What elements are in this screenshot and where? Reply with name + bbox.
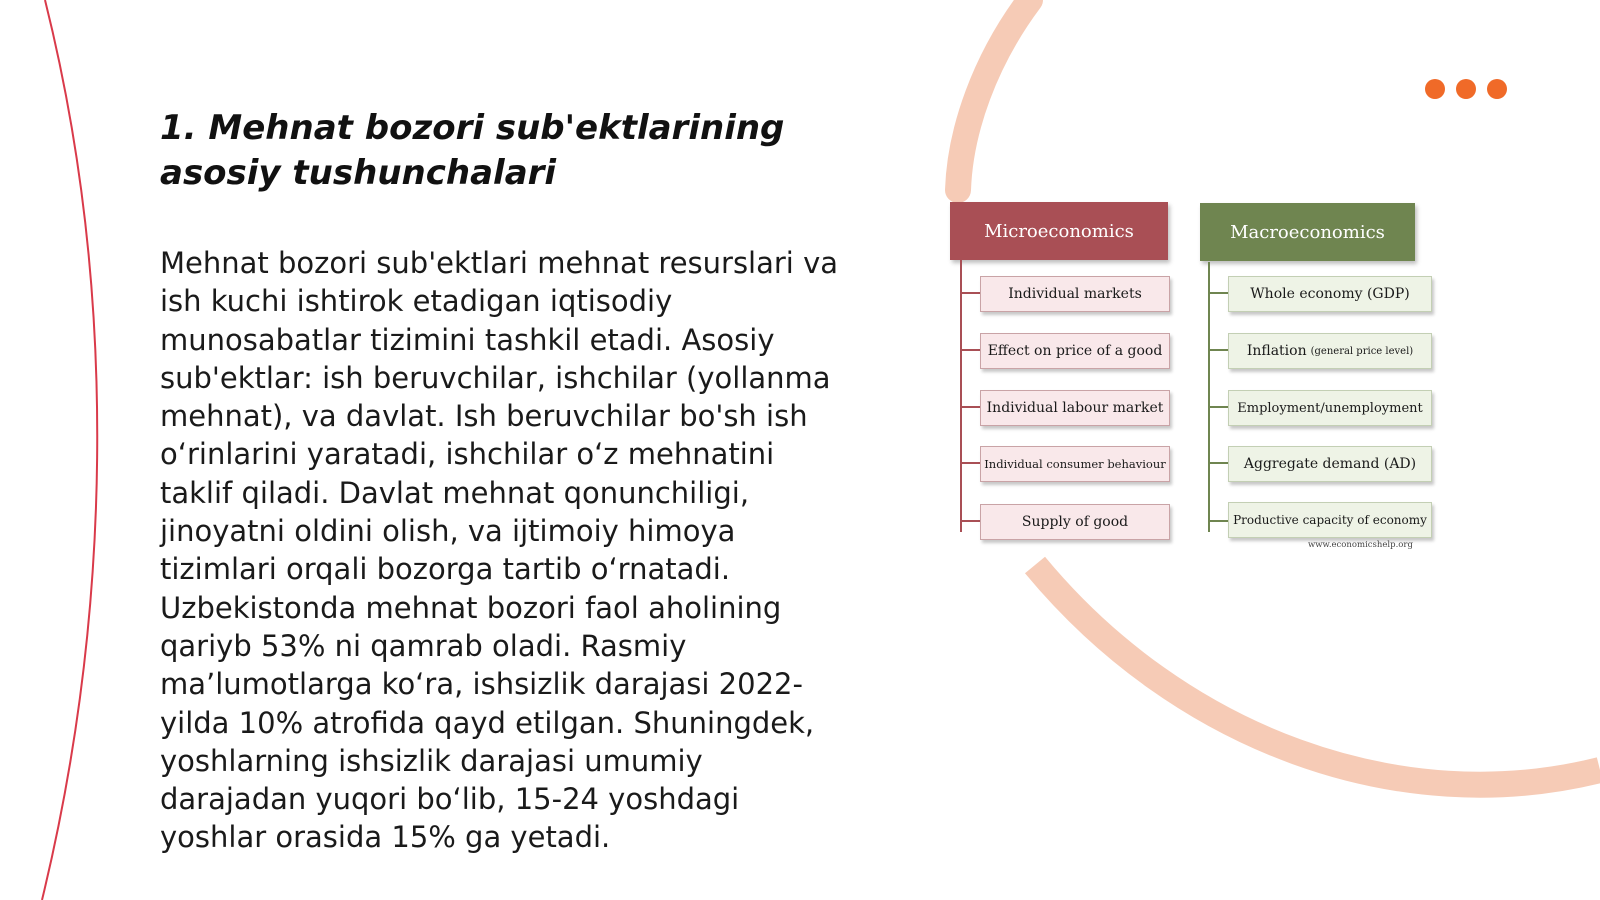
micro-branch bbox=[960, 406, 980, 408]
dot bbox=[1487, 79, 1507, 99]
micro-branch bbox=[960, 520, 980, 522]
macro-branch bbox=[1208, 520, 1228, 522]
microeconomics-header: Microeconomics bbox=[950, 202, 1168, 260]
macro-item: Whole economy (GDP) bbox=[1228, 276, 1432, 312]
macro-item: Aggregate demand (AD) bbox=[1228, 446, 1432, 482]
macroeconomics-header: Macroeconomics bbox=[1200, 203, 1415, 261]
macro-item: Productive capacity of economy bbox=[1228, 502, 1432, 538]
slide-body-text: Mehnat bozori sub'ektlari mehnat resurslari va ish kuchi ishtirok etadigan iqtisodiy munosabatlar tizimini tashkil etadi. Asosiy sub'ektlar: ish beruvchilar, ishchilar (yollanma mehnat), va davlat. Ish beruvchilar bo'sh ish o‘rinlarini yaratadi, ishchilar o‘z mehnatini taklif qiladi. Davlat mehnat qonunchiligi, jinoyatni oldini olish, va ijtimoiy himoya tizimlari orqali bozorga tartib o‘rnatadi. Uzbekistonda mehnat bozori faol aholining qariyb 53% ni qamrab oladi. Rasmiy ma’lumotlarga ko‘ra, ishsizlik darajasi 2022-yilda 10% atrofida qayd etilgan. Shuningdek, yoshlarning ishsizlik darajasi umumiy darajadan yuqori bo‘lib, 15-24 yoshdagi yoshlar orasida 15% ga yetadi. bbox=[160, 246, 839, 855]
inflation-note: (general price level) bbox=[1310, 345, 1414, 357]
macro-branch bbox=[1208, 462, 1228, 464]
micro-connector bbox=[960, 260, 962, 532]
micro-item: Effect on price of a good bbox=[980, 333, 1170, 369]
macro-item: Employment/unemployment bbox=[1228, 390, 1432, 426]
decorative-arc-upper bbox=[958, 0, 1030, 190]
macro-item-label: Inflation bbox=[1246, 343, 1307, 359]
micro-item: Individual labour market bbox=[980, 390, 1170, 426]
diagram-credit: www.economicshelp.org bbox=[1308, 540, 1413, 550]
micro-item: Individual consumer behaviour bbox=[980, 446, 1170, 482]
micro-macro-diagram bbox=[950, 200, 1450, 570]
micro-item: Individual markets bbox=[980, 276, 1170, 312]
macro-branch bbox=[1208, 292, 1228, 294]
dot bbox=[1456, 79, 1476, 99]
slide-title: 1. Mehnat bozori sub'ektlarining asosiy tushunchalari bbox=[160, 108, 785, 193]
decorative-arc-lower bbox=[1035, 565, 1600, 785]
macro-branch bbox=[1208, 349, 1228, 351]
left-border-curve bbox=[42, 0, 97, 900]
macro-connector bbox=[1208, 262, 1210, 532]
micro-branch bbox=[960, 292, 980, 294]
micro-branch bbox=[960, 462, 980, 464]
more-dots-icon bbox=[1425, 79, 1507, 99]
micro-branch bbox=[960, 349, 980, 351]
macro-item-inflation bbox=[1228, 333, 1432, 369]
dot bbox=[1425, 79, 1445, 99]
macro-branch bbox=[1208, 406, 1228, 408]
micro-item: Supply of good bbox=[980, 504, 1170, 540]
